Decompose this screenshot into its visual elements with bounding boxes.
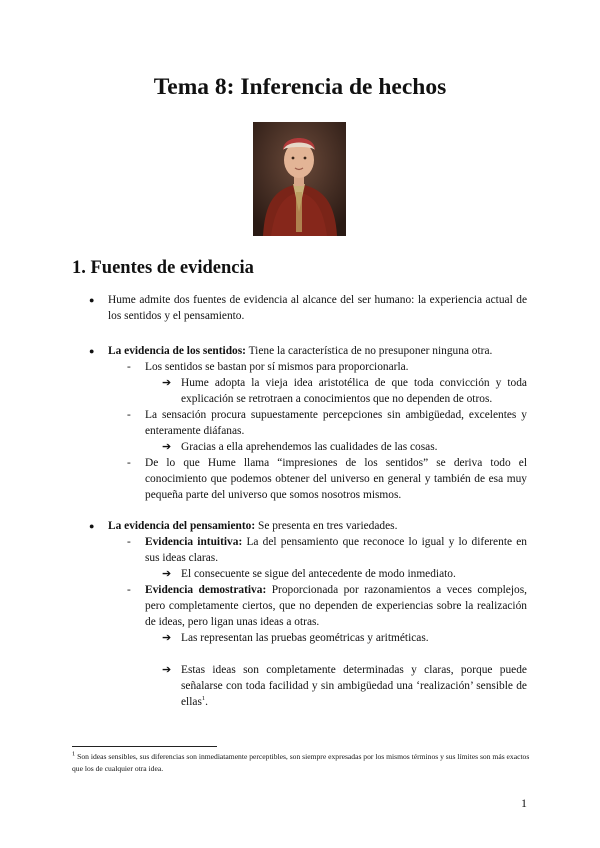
list-item (145, 582, 527, 630)
list-item: Las representan las pruebas geométricas y aritméticas. (181, 632, 429, 644)
page-number: 1 (521, 796, 527, 810)
footnote (72, 751, 530, 775)
dash-icon: - (127, 409, 131, 421)
footnote-text: Son ideas sensibles, sus diferencias son inmediatamente perceptibles, son siempre expresadas por los mismos términos y sus límites son más exactos que los de cualquier otra idea. (72, 752, 530, 773)
arrow-icon: ➔ (162, 568, 172, 580)
list-item: Los sentidos se bastan por sí mismos para proporcionarla. (145, 361, 409, 373)
list-item: La sensación procura supuestamente percepciones sin ambigüedad, excelentes y enteramente diáfanas. (145, 409, 527, 437)
list-item (145, 534, 527, 566)
item-text: La del pensamiento que reconoce lo igual y lo diferente en sus ideas claras. (145, 536, 527, 564)
arrow-icon: ➔ (162, 377, 172, 389)
item-text-end: . (205, 696, 208, 708)
dash-icon: - (127, 584, 131, 596)
item-label: Evidencia intuitiva: (145, 536, 243, 548)
item-label: Evidencia demostrativa: (145, 584, 267, 596)
footnote-divider (72, 746, 217, 747)
footnote-reference[interactable]: 1 (201, 695, 206, 703)
list-item: Hume admite dos fuentes de evidencia al alcance del ser humano: la experiencia actual de los sentidos y el pensamiento. (108, 294, 527, 322)
list-item: El consecuente se sigue del antecedente de modo inmediato. (181, 568, 456, 580)
list-item: Gracias a ella aprehendemos las cualidades de las cosas. (181, 441, 438, 453)
item-text: Tiene la característica de no presuponer ninguna otra. (245, 345, 493, 357)
arrow-icon: ➔ (162, 664, 172, 676)
dash-icon: - (127, 361, 131, 373)
footnote-mark: 1 (72, 750, 76, 758)
arrow-icon: ➔ (162, 441, 172, 453)
page-title: Tema 8: Inferencia de hechos (153, 74, 447, 100)
item-text: Estas ideas son completamente determinadas y claras, porque puede señalarse con toda facilidad y sin ambigüedad una ‘realización’ sensible de ellas (181, 664, 527, 708)
item-label: La evidencia de los sentidos: (108, 345, 246, 357)
bullet-icon: ● (89, 521, 95, 531)
item-label: La evidencia del pensamiento: (108, 520, 256, 532)
list-item: Hume adopta la vieja idea aristotélica de que toda convicción y toda explicación se retrotraen a conocimientos que no dependen de otros. (181, 377, 527, 405)
list-item (181, 662, 527, 710)
item-text: Se presenta en tres variedades. (255, 520, 398, 532)
section-heading: 1. Fuentes de evidencia (72, 258, 254, 278)
dash-icon: - (127, 536, 131, 548)
bullet-icon: ● (89, 346, 95, 356)
item-text: Proporcionada por razonamientos a veces complejos, pero completamente ciertos, que no dependen de experiencias sobre la realización de ideas, pero ligan unas ideas a otras. (145, 584, 527, 628)
hume-portrait-icon (253, 122, 346, 236)
list-item (108, 518, 538, 534)
arrow-icon: ➔ (162, 632, 172, 644)
list-item (108, 343, 538, 359)
list-item: De lo que Hume llama “impresiones de los sentidos” se deriva todo el conocimiento que podemos obtener del universo en general y también de esa muy pequeña parte del universo que somos nosotros mismos. (145, 457, 527, 501)
dash-icon: - (127, 457, 131, 469)
bullet-icon: ● (89, 295, 95, 305)
